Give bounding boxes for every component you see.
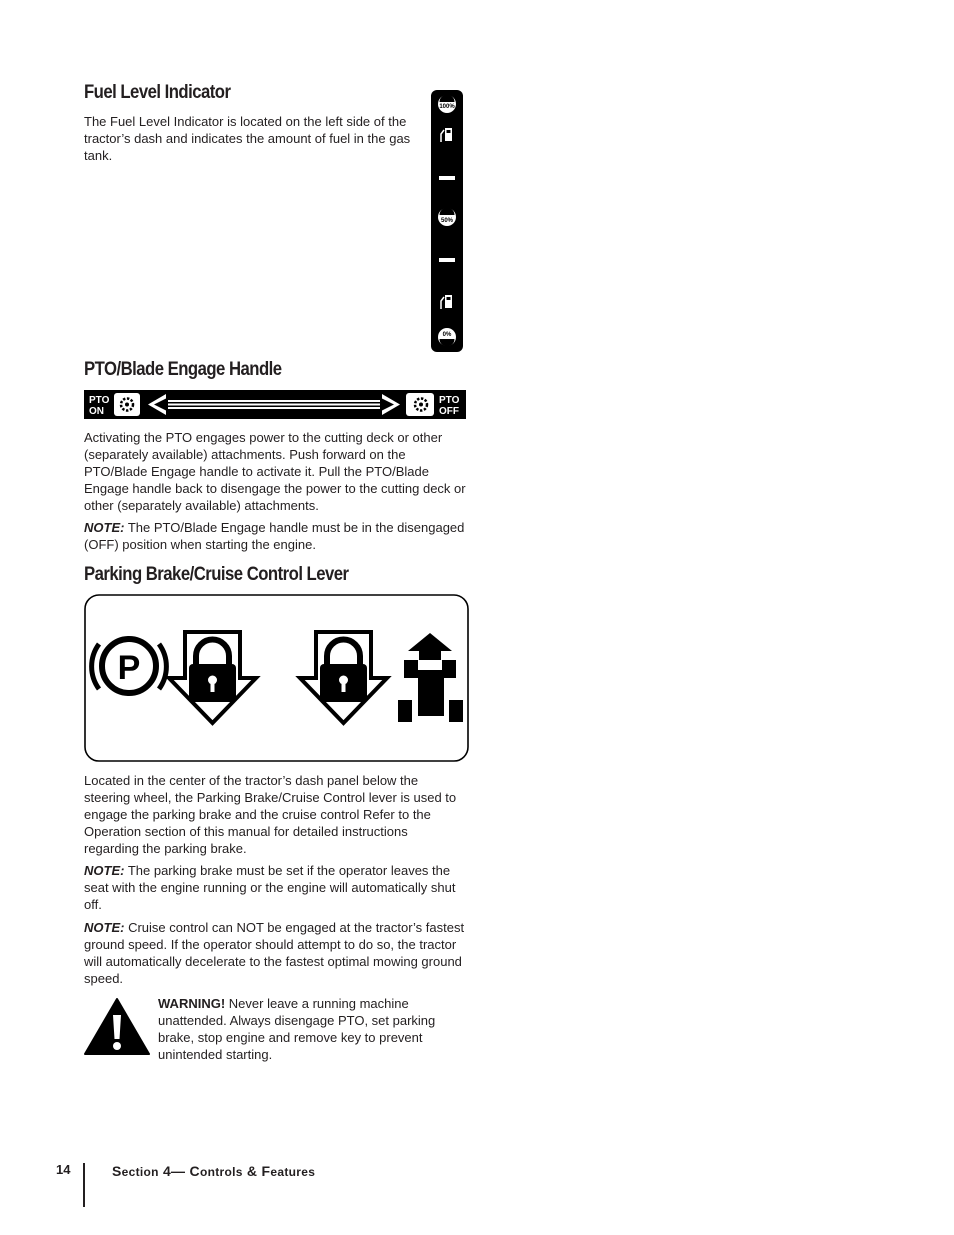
fuel-indicator-description: The Fuel Level Indicator is located on the left side of the tractor’s dash and indicates the amount of fuel in the gas tank. [84, 114, 411, 163]
warning-triangle-icon [84, 997, 150, 1056]
parking-brake-note-1 [84, 862, 466, 913]
parking-brake-decal [84, 594, 469, 762]
pto-off-label-line1: PTO [439, 395, 460, 406]
pto-disengage-gear-icon [406, 393, 434, 416]
pto-off-label-line2: OFF [439, 406, 459, 417]
pto-decal [84, 390, 466, 419]
warning-text [158, 995, 458, 1063]
fuel-empty-label: 0% [442, 332, 452, 338]
pto-note [84, 519, 466, 553]
fuel-tick-mark [439, 258, 455, 262]
pto-heading: PTO/Blade Engage Handle [84, 359, 282, 380]
fuel-tick-mark [439, 176, 455, 180]
fuel-half-label: 50% [440, 218, 454, 224]
pto-engage-gear-icon [114, 393, 140, 416]
note-2-label: NOTE: [84, 920, 125, 935]
pto-note-text: The PTO/Blade Engage handle must be in the disengaged (OFF) position when starting the engine. [84, 520, 465, 552]
pto-on-label-line1: PTO [89, 395, 110, 406]
footer-divider [83, 1163, 85, 1207]
parking-brake-note-2 [84, 919, 466, 987]
pto-description: Activating the PTO engages power to the cutting deck or other (separately available) attachments. Push forward on the PTO/Blade Engage handle to activate it. Pull the PTO/Blade Engage handle back to disengage the power to the cutting deck or other (separately available) attachments. [84, 430, 466, 513]
page-number: 14 [56, 1162, 71, 1177]
note-1-label: NOTE: [84, 863, 125, 878]
warning-label: WARNING! [158, 996, 226, 1011]
note-1-text: The parking brake must be set if the operator leaves the seat with the engine running or the engine will automatically shut off. [84, 863, 456, 912]
fuel-indicator-heading: Fuel Level Indicator [84, 82, 231, 103]
pto-note-label: NOTE: [84, 520, 125, 535]
parking-brake-heading: Parking Brake/Cruise Control Lever [84, 564, 349, 585]
parking-brake-description: Located in the center of the tractor’s dash panel below the steering wheel, the Parking Brake/Cruise Control lever is used to engage the parking brake and the cruise control Refer to the Operation section of this manual for detailed instructions regarding the parking brake. [84, 773, 457, 856]
pto-on-label-line2: ON [89, 406, 104, 417]
fuel-gauge-decal [431, 90, 463, 352]
svg-text:P: P [117, 649, 141, 687]
fuel-full-label: 100% [439, 104, 455, 110]
section-label: Section 4— Controls & Features [112, 1163, 316, 1179]
note-2-text: Cruise control can NOT be engaged at the tractor’s fastest ground speed. If the operator should attempt to do so, the tractor will automatically decelerate to the fastest optimal mowing ground speed. [84, 920, 465, 986]
warning-body: Never leave a running machine unattended. Always disengage PTO, set parking brake, stop engine and remove key to prevent unintended starting. [158, 996, 436, 1062]
